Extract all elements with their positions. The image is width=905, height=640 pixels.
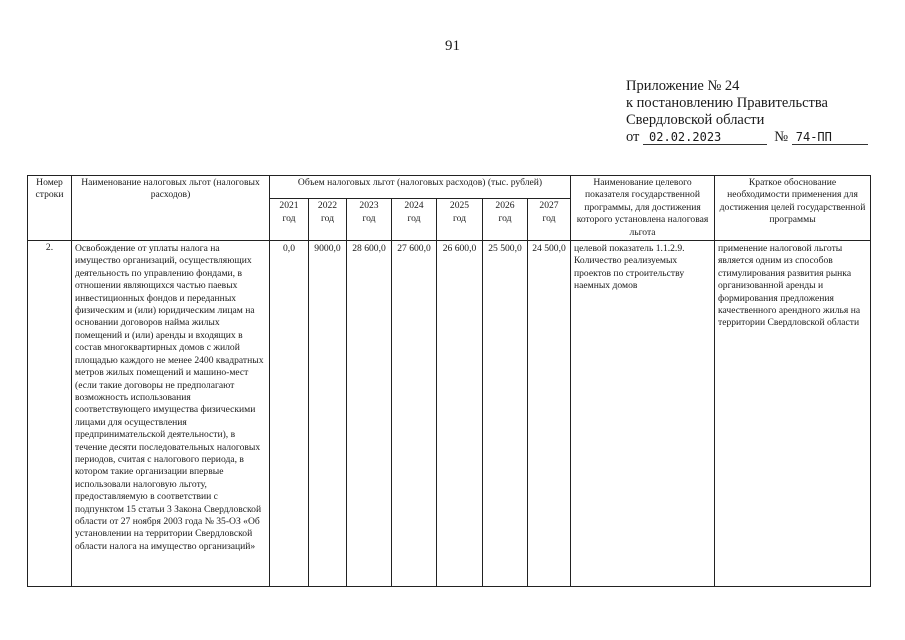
- date-value: 02.02.2023: [643, 131, 767, 145]
- tax-benefits-table: [27, 175, 871, 587]
- header-row-number: Номер строки: [28, 176, 72, 241]
- annex-region: Свердловской области: [626, 112, 765, 128]
- annex-reference: к постановлению Правительства: [626, 95, 828, 111]
- row-number: 2.: [28, 241, 72, 587]
- year-header: 2026 год: [483, 199, 528, 241]
- header-indicator: Наименование целевого показателя государственной программы, для достижения которого установлена налоговая льгота: [571, 176, 715, 241]
- number-value: 74-ПП: [792, 131, 868, 145]
- value-2025: 26 600,0: [437, 241, 483, 587]
- date-prefix: от: [626, 129, 640, 145]
- table-row: [28, 241, 871, 587]
- header-row-1: [28, 176, 871, 199]
- annex-header: [626, 78, 886, 146]
- header-benefit-name: Наименование налоговых льгот (налоговых расходов): [72, 176, 270, 241]
- value-2023: 28 600,0: [347, 241, 392, 587]
- target-indicator: целевой показатель 1.1.2.9. Количество реализуемых проектов по строительству наемных домов: [571, 241, 715, 587]
- benefit-description: Освобождение от уплаты налога на имущество организаций, осуществляющих деятельность по управлению фондами, в отношении являющихся частью паевых инвестиционных фондов и переданных физическим и (или) юридическим лицам на основании договоров найма жилых помещений и (или) аренды и входящих в состав многоквартирных домов с жилой площадью каждого не менее 2400 квадратных метров жилых помещений и машино-мест (если такие договоры не предполагают возможность использования соответствующего имущества физическими лицами для осуществления предпринимательской деятельности), в течение десяти последовательных налоговых периодов, считая с налогового периода, в котором такие организации впервые использовали налоговую льготу, предоставляемую в соответствии с подпунктом 15 статьи 3 Закона Свердловской области от 27 ноября 2003 года № 35-ОЗ «Об установлении на территории Свердловской области налога на имущество организаций»: [72, 241, 270, 587]
- year-header: 2023 год: [347, 199, 392, 241]
- justification: применение налоговой льготы является одним из способов стимулирования развития рынка организованной аренды и формирования предложения качественного арендного жилья на территории Свердловской области: [715, 241, 871, 587]
- value-2027: 24 500,0: [528, 241, 571, 587]
- year-header: 2021 год: [270, 199, 309, 241]
- value-2021: 0,0: [270, 241, 309, 587]
- year-header: 2024 год: [392, 199, 437, 241]
- value-2024: 27 600,0: [392, 241, 437, 587]
- annex-signature-line: [626, 129, 886, 146]
- year-header: 2027 год: [528, 199, 571, 241]
- header-volume: Объем налоговых льгот (налоговых расходов) (тыс. рублей): [270, 176, 571, 199]
- header-justification: Краткое обоснование необходимости применения для достижения целей государственной программы: [715, 176, 871, 241]
- annex-title: Приложение № 24: [626, 78, 740, 94]
- year-header: 2025 год: [437, 199, 483, 241]
- value-2026: 25 500,0: [483, 241, 528, 587]
- value-2022: 9000,0: [309, 241, 347, 587]
- page-number: 91: [445, 38, 460, 54]
- year-header: 2022 год: [309, 199, 347, 241]
- number-prefix: №: [774, 129, 789, 145]
